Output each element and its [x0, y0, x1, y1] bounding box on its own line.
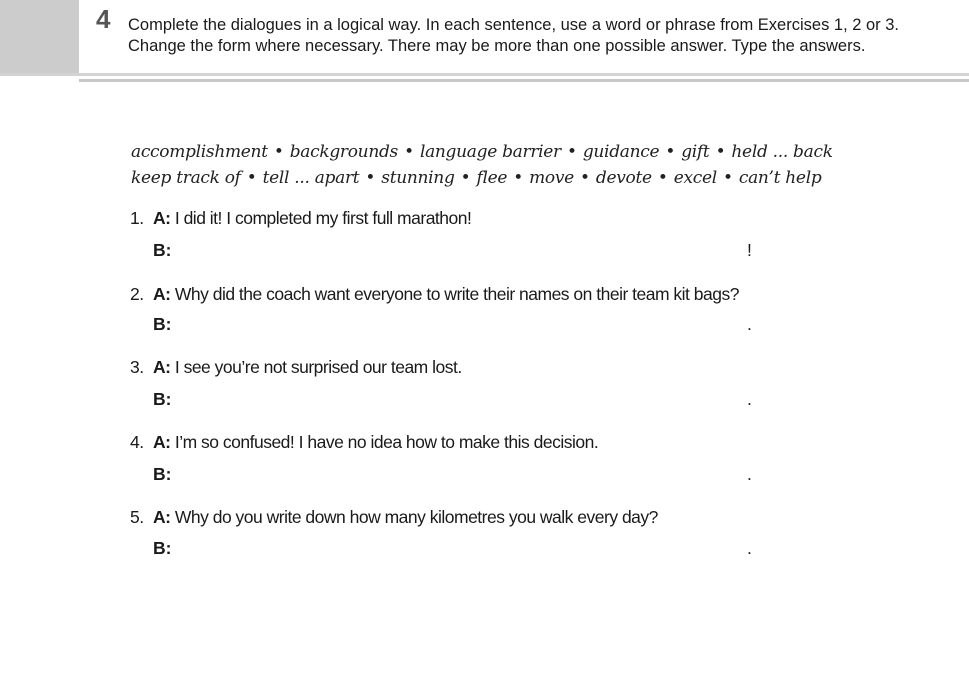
- header-gray-block: [0, 0, 79, 73]
- speaker-b-label: B:: [153, 389, 172, 409]
- speaker-a-text: I see you’re not surprised our team lost.: [174, 357, 462, 377]
- speaker-a-label: A:: [153, 507, 171, 527]
- header-divider-shadow: [79, 79, 969, 82]
- speaker-b-label: B:: [153, 464, 172, 484]
- word-bank-item: move: [529, 168, 574, 188]
- answer-input-5[interactable]: [178, 537, 743, 559]
- word-bank-line-1: [131, 139, 831, 165]
- bullet-separator: •: [273, 142, 284, 162]
- dialogue-2-question: [130, 284, 739, 305]
- bullet-separator: •: [715, 142, 726, 162]
- speaker-a-text: Why do you write down how many kilometres you walk every day?: [174, 507, 658, 527]
- end-punctuation: .: [747, 538, 752, 558]
- answer-input-3[interactable]: [178, 388, 743, 410]
- word-bank-item: can’t help: [738, 168, 822, 188]
- dialogue-3-question: [130, 357, 462, 378]
- end-punctuation: !: [747, 240, 752, 260]
- dialogue-1-question: [130, 208, 471, 229]
- bullet-separator: •: [566, 142, 577, 162]
- dialogue-number: 3.: [130, 357, 144, 377]
- speaker-a-text: Why did the coach want everyone to write their names on their team kit bags?: [174, 284, 739, 304]
- word-bank-item: excel: [673, 168, 717, 188]
- answer-input-2[interactable]: [178, 313, 743, 335]
- word-bank-item: keep track of: [131, 168, 246, 188]
- exercise-number: 4: [96, 4, 111, 34]
- dialogue-number: 1.: [130, 208, 144, 228]
- bullet-separator: •: [246, 168, 257, 188]
- speaker-a-label: A:: [153, 357, 171, 377]
- word-bank-item: guidance: [582, 142, 660, 162]
- bullet-separator: •: [404, 142, 414, 162]
- bullet-separator: •: [580, 168, 590, 188]
- speaker-b-label: B:: [153, 314, 172, 334]
- header-divider: [0, 73, 969, 76]
- speaker-b-label: B:: [153, 538, 172, 558]
- dialogue-4-question: [130, 432, 598, 453]
- bullet-separator: •: [460, 168, 471, 188]
- word-bank-item: backgrounds: [289, 142, 398, 162]
- bullet-separator: •: [513, 168, 523, 188]
- end-punctuation: .: [747, 389, 752, 409]
- speaker-a-label: A:: [153, 208, 171, 228]
- bullet-separator: •: [665, 142, 676, 162]
- word-bank-item: flee: [476, 168, 508, 188]
- word-bank-item: stunning: [381, 168, 455, 188]
- word-bank: [131, 139, 831, 191]
- word-bank-item: language barrier: [419, 142, 561, 162]
- dialogue-number: 2.: [130, 284, 144, 304]
- answer-input-1[interactable]: [178, 239, 743, 261]
- speaker-a-label: A:: [153, 432, 171, 452]
- end-punctuation: .: [747, 464, 752, 484]
- word-bank-item: accomplishment: [131, 142, 268, 162]
- speaker-a-text: I’m so confused! I have no idea how to make this decision.: [174, 432, 599, 452]
- word-bank-item: tell ... apart: [262, 168, 360, 188]
- dialogue-5-question: [130, 507, 658, 528]
- word-bank-item: devote: [595, 168, 652, 188]
- bullet-separator: •: [365, 168, 376, 188]
- bullet-separator: •: [723, 168, 733, 188]
- word-bank-item: held ... back: [731, 142, 833, 162]
- dialogue-number: 5.: [130, 507, 144, 527]
- dialogue-number: 4.: [130, 432, 144, 452]
- speaker-a-text: I did it! I completed my first full marathon!: [174, 208, 472, 228]
- answer-input-4[interactable]: [178, 463, 743, 485]
- exercise-instruction: Complete the dialogues in a logical way. In each sentence, use a word or phrase from Exercises 1, 2 or 3. Change the form where necessary. There may be more than one possible answer. Type the answers.: [128, 16, 900, 55]
- word-bank-line-2: [131, 165, 831, 191]
- word-bank-item: gift: [681, 142, 710, 162]
- speaker-a-label: A:: [153, 284, 171, 304]
- end-punctuation: .: [747, 314, 752, 334]
- speaker-b-label: B:: [153, 240, 172, 260]
- bullet-separator: •: [657, 168, 668, 188]
